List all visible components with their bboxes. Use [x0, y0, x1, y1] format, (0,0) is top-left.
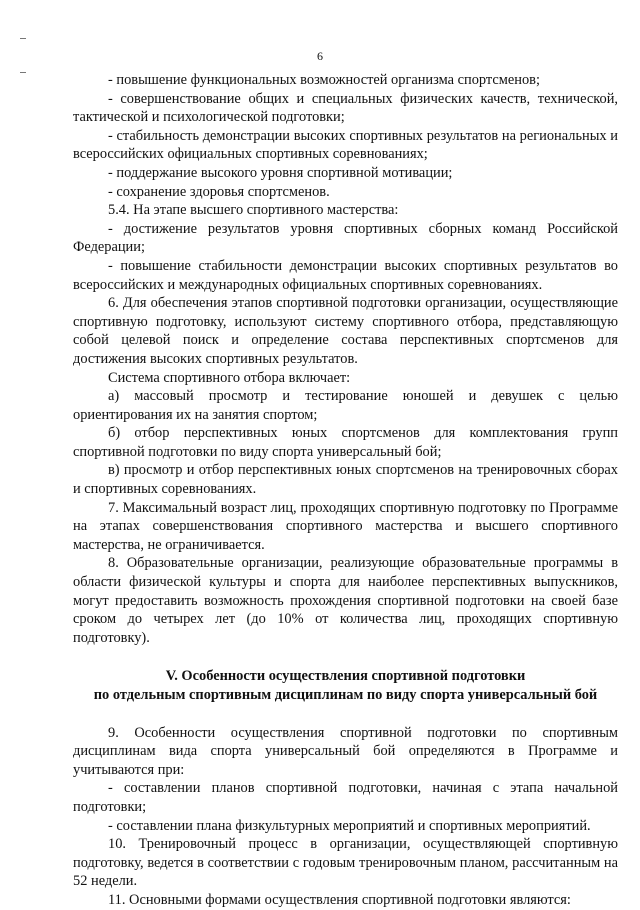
paragraph: 10. Тренировочный процесс в организации, осуществляющей спортивную подготовку, ведется в соответствии с годовым тренировочным планом, рассчитанным на 52 недели. [73, 836, 618, 890]
section-heading-subtitle: по отдельным спортивным дисциплинам по виду спорта универсальный бой [93, 687, 598, 703]
paragraph: 6. Для обеспечения этапов спортивной подготовки организации, осуществляющие спортивную подготовку, используют систему спортивного отбора, представляющую собой целевой поиск и определение состава перспективных спортсменов для достижения высоких спортивных результатов. [73, 295, 618, 367]
paragraph: Система спортивного отбора включает: [108, 369, 351, 386]
section-heading: V. Особенности осуществления спортивной подготовки [165, 668, 526, 685]
paragraph: - составлении планов спортивной подготовки, начиная с этапа начальной подготовки; [73, 780, 618, 815]
paragraph: - поддержание высокого уровня спортивной мотивации; [108, 164, 453, 181]
paragraph: - стабильность демонстрации высоких спортивных результатов на региональных и всероссийских официальных спортивных соревнованиях; [73, 127, 618, 163]
document-body [73, 71, 618, 910]
scan-margin-mark [20, 72, 26, 73]
paragraph: - достижение результатов уровня спортивных сборных команд Российской Федерации; [73, 220, 618, 256]
paragraph: 5.4. На этапе высшего спортивного мастерства: [108, 202, 399, 219]
paragraph: б) отбор перспективных юных спортсменов для комплектования групп спортивной подготовки по виду спорта универсальный бой; [73, 425, 618, 460]
paragraph: а) массовый просмотр и тестирование юношей и девушек с целью ориентирования их на занятия спортом; [73, 388, 618, 423]
paragraph: - составлении плана физкультурных мероприятий и спортивных мероприятий. [108, 817, 591, 834]
paragraph: 9. Особенности осуществления спортивной подготовки по спортивным дисциплинам вида спорта универсальный бой определяются в Программе и учитываются при: [73, 724, 618, 778]
paragraph: - совершенствование общих и специальных физических качеств, технической, тактической и психологической подготовки; [73, 90, 618, 126]
paragraph: 7. Максимальный возраст лиц, проходящих спортивную подготовку по Программе на этапах совершенствования спортивного мастерства и высшего спортивного мастерства, не ограничивается. [73, 499, 618, 553]
scan-margin-mark [20, 38, 26, 39]
paragraph: в) просмотр и отбор перспективных юных спортсменов на тренировочных сборах и спортивных соревнованиях. [73, 462, 618, 498]
page-number: 6 [317, 49, 323, 63]
paragraph: 11. Основными формами осуществления спортивной подготовки являются: [108, 891, 571, 908]
paragraph: - повышение стабильности демонстрации высоких спортивных результатов во всероссийских и международных официальных спортивных соревнованиях. [73, 257, 618, 293]
paragraph: - повышение функциональных возможностей организма спортсменов; [108, 72, 540, 88]
paragraph: 8. Образовательные организации, реализующие образовательные программы в области физической культуры и спорта для наиболее перспективных выпускников, могут предоставить возможность прохождения спортивной подготовки на своей базе сроком до четырех лет (до 10% от количества лиц, проходящих спортивную подготовку). [73, 555, 618, 646]
paragraph: - сохранение здоровья спортсменов. [108, 183, 330, 200]
